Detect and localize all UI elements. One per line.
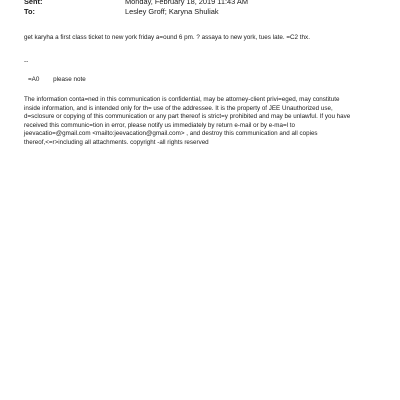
confidentiality-disclaimer — [24, 96, 384, 147]
disclaimer-line: inside information, and is intended only for th= use of the addressee. It is the property of JEE Unauthorized use, — [24, 104, 333, 112]
note-line — [24, 76, 86, 85]
note-text: please note — [53, 76, 86, 83]
message-text: get karyha a first class ticket to new york friday a=ound 6 pm. ? assaya to new york, tues late. =C2 thx. — [24, 34, 310, 41]
sent-label: Sent: — [24, 0, 43, 6]
disclaimer-line: received this communic=tion in error, please notify us immediately by return e-mail or by e-ma=l to — [24, 121, 295, 129]
disclaimer-line: d=sclosure or copying of this communication or any part thereof is strict=y prohibited and may be unlawful. If you have — [24, 113, 351, 121]
disclaimer-line: thereof,<=r>including all attachments. copyright -all rights reserved — [24, 138, 209, 146]
to-label: To: — [24, 7, 35, 16]
signature-separator: -- — [24, 58, 29, 65]
sent-value: Monday, February 18, 2019 11:43 AM — [125, 0, 248, 6]
to-value: Lesley Groff; Karyna Shuliak — [125, 7, 219, 16]
disclaimer-line: jeevacatio=@gmail.com <mailto:jeevacation@gmail.com> , and destroy this communication and all copies — [24, 130, 318, 138]
note-code: =A0 — [28, 76, 40, 83]
disclaimer-line: The information conta=ned in this communication is confidential, may be attorney-client privi=eged, may constitute — [24, 96, 340, 103]
